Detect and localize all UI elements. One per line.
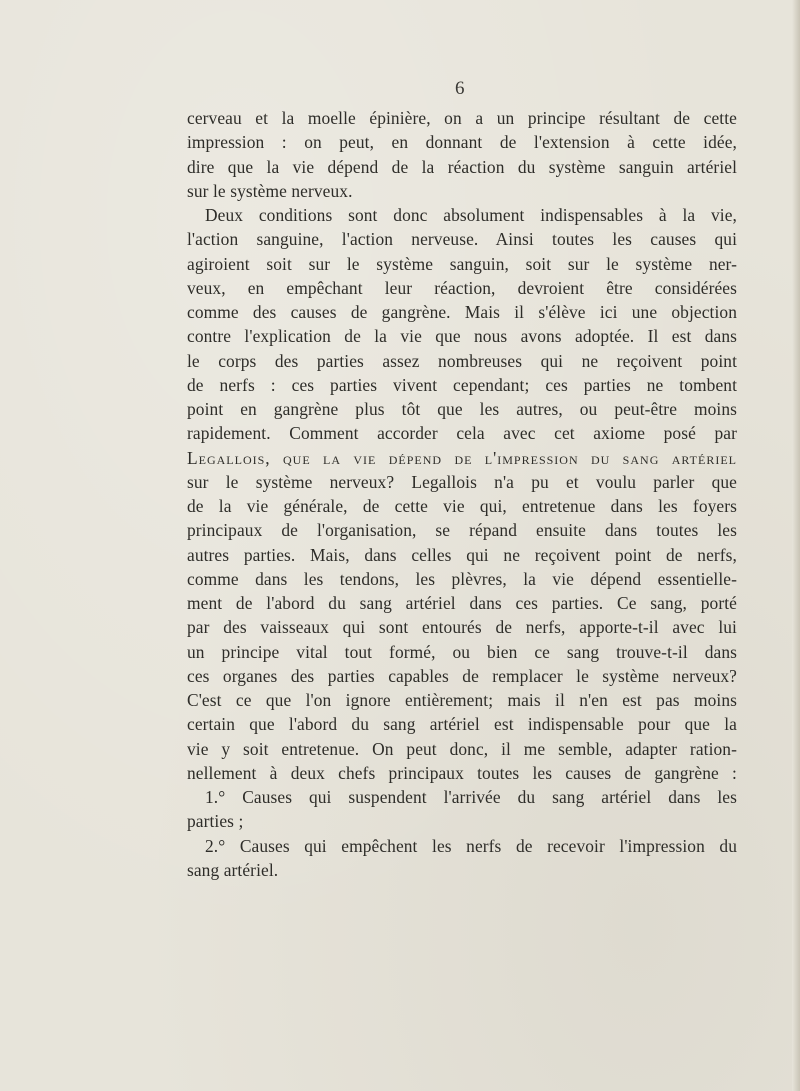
text-line: 2.° Causes qui empêchent les nerfs de recevoir l'impression du	[205, 835, 737, 856]
text-line: comme dans les tendons, les plèvres, la vie dépend essentielle-	[187, 568, 737, 589]
text-line: agiroient soit sur le système sanguin, soit sur le système ner-	[187, 253, 737, 274]
text-line: un principe vital tout formé, ou bien ce sang trouve-t-il dans	[187, 641, 737, 662]
text-line: principaux de l'organisation, se répand ensuite dans toutes les	[187, 520, 737, 541]
text-line: comme des causes de gangrène. Mais il s'élève ici une objection	[187, 302, 737, 322]
page-number: 6	[455, 78, 465, 99]
text-line: ment de l'abord du sang artériel dans ces parties. Ce sang, porté	[187, 593, 737, 613]
text-line: veux, en empêchant leur réaction, devroient être considérées	[187, 277, 737, 298]
text-line: le corps des parties assez nombreuses qui ne reçoivent point	[187, 350, 737, 371]
text-line: de nerfs : ces parties vivent cependant; ces parties ne tombent	[187, 374, 737, 395]
text-line: rapidement. Comment accorder cela avec cet axiome posé par	[187, 423, 737, 444]
text-line: 1.° Causes qui suspendent l'arrivée du sang artériel dans les	[205, 787, 737, 807]
text-line: sang artériel.	[187, 859, 279, 880]
text-line: contre l'explication de la vie que nous avons adoptée. Il est dans	[187, 326, 737, 347]
body-text	[187, 106, 737, 882]
text-line: C'est ce que l'on ignore entièrement; mais il n'en est pas moins	[187, 690, 737, 710]
text-line: parties ;	[187, 811, 244, 832]
text-line: nellement à deux chefs principaux toutes les causes de gangrène :	[187, 762, 737, 783]
text-line: dire que la vie dépend de la réaction du système sanguin artériel	[187, 156, 737, 177]
text-line: Legallois, que la vie dépend de l'impression du sang artériel	[187, 447, 737, 468]
text-line: ces organes des parties capables de remplacer le système nerveux?	[187, 665, 737, 686]
text-line: de la vie générale, de cette vie qui, entretenue dans les foyers	[187, 496, 737, 516]
text-line: vie y soit entretenue. On peut donc, il me semble, adapter ration-	[187, 738, 737, 759]
text-line: Deux conditions sont donc absolument indispensables à la vie,	[205, 205, 737, 225]
text-line: sur le système nerveux.	[187, 180, 353, 201]
text-line: par des vaisseaux qui sont entourés de nerfs, apporte-t-il avec lui	[187, 617, 737, 638]
text-line: cerveau et la moelle épinière, on a un principe résultant de cette	[187, 108, 737, 128]
text-line: l'action sanguine, l'action nerveuse. Ainsi toutes les causes qui	[187, 229, 737, 250]
text-line: certain que l'abord du sang artériel est indispensable pour que la	[187, 714, 737, 735]
page-edge-shadow	[792, 0, 800, 1091]
text-line: sur le système nerveux? Legallois n'a pu et voulu parler que	[187, 471, 737, 492]
text-line: point en gangrène plus tôt que les autres, ou peut-être moins	[187, 399, 737, 419]
text-line: impression : on peut, en donnant de l'extension à cette idée,	[187, 132, 737, 153]
text-line: autres parties. Mais, dans celles qui ne reçoivent point de nerfs,	[187, 544, 737, 565]
